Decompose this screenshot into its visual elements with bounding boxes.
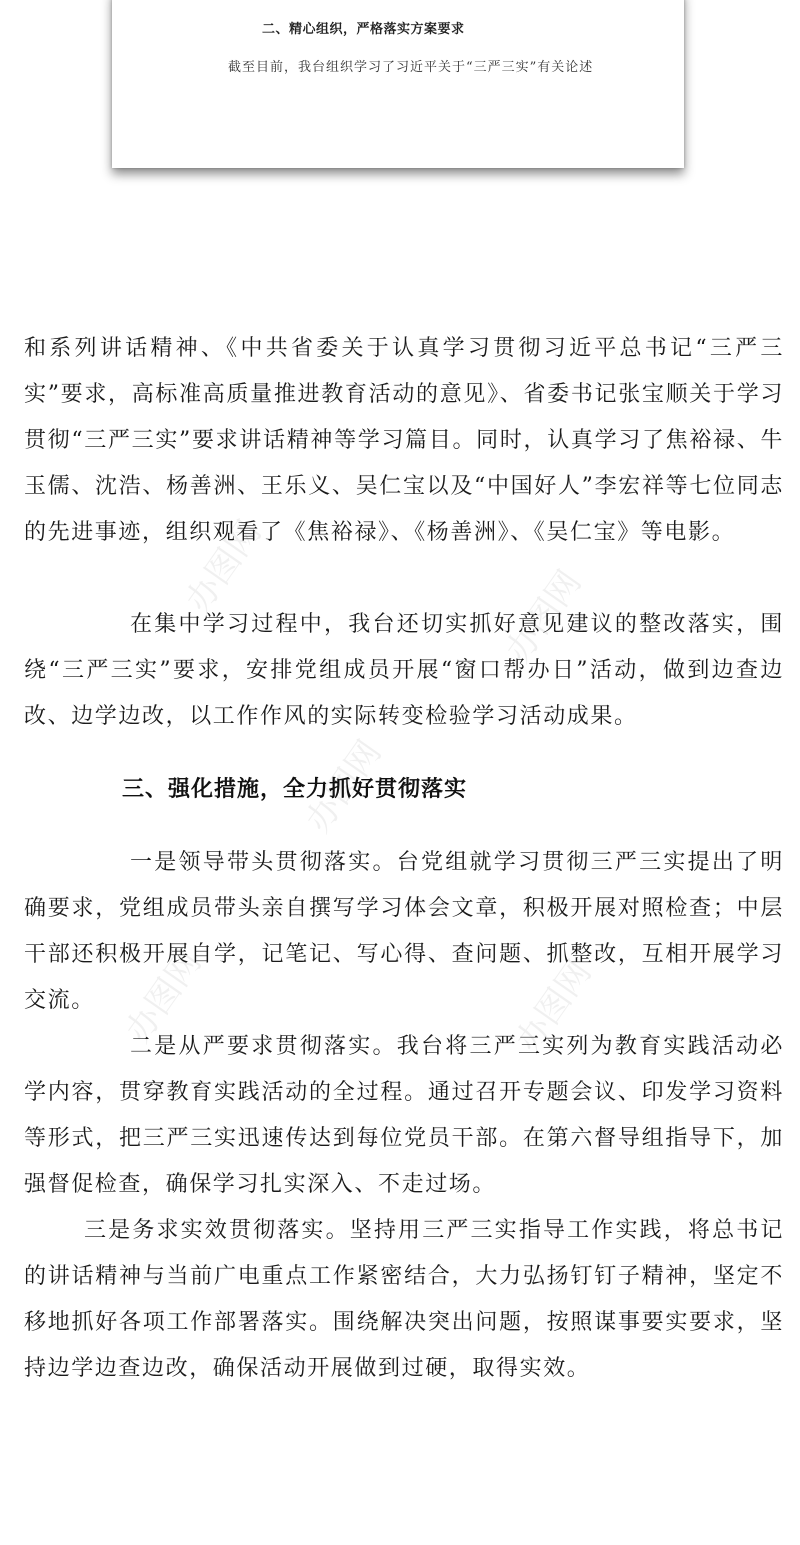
preview-paragraph: 截至目前，我台组织学习了习近平关于“三严三实”有关论述 (228, 60, 594, 75)
section-heading-measures: 三、强化措施，全力抓好贯彻落实 (122, 777, 468, 802)
watermark: 办图网 (178, 513, 270, 620)
preview-section-heading: 二、精心组织，严格落实方案要求 (262, 22, 465, 37)
watermark: 办图网 (118, 943, 210, 1050)
paragraph-leadership: 一是领导带头贯彻落实。台党组就学习贯彻三严三实提出了明确要求，党组成员带头亲自撰写学习体会文章，积极开展对照检查；中层干部还积极开展自学，记笔记、写心得、查问题、抓整改，互相开展学习交流。 (24, 850, 784, 1013)
paragraph-strict-requirements: 二是从严要求贯彻落实。我台将三严三实列为教育实践活动必学内容，贯穿教育实践活动的全过程。通过召开专题会议、印发学习资料等形式，把三严三实迅速传达到每位党员干部。在第六督导组指导下，加强督促检查，确保学习扎实深入、不走过场。 (24, 1034, 784, 1197)
watermark: 办图网 (298, 733, 390, 840)
document-preview-card (112, 0, 684, 168)
paragraph-rectification: 在集中学习过程中，我台还切实抓好意见建议的整改落实，围绕“三严三实”要求，安排党组成员开展“窗口帮办日”活动，做到边查边改、边学边改，以工作作风的实际转变检验学习活动成果。 (24, 612, 784, 729)
watermark: 办图网 (498, 563, 590, 670)
watermark: 办图网 (508, 953, 600, 1060)
paragraph-effectiveness: 三是务求实效贯彻落实。坚持用三严三实指导工作实践，将总书记的讲话精神与当前广电重点工作紧密结合，大力弘扬钉钉子精神，坚定不移地抓好各项工作部署落实。围绕解决突出问题，按照谋事要实要求，坚持边学边查边改，确保活动开展做到过硬，取得实效。 (24, 1218, 784, 1381)
paragraph-study-content: 和系列讲话精神、《中共省委关于认真学习贯彻习近平总书记“三严三实”要求，高标准高质量推进教育活动的意见》、省委书记张宝顺关于学习贯彻“三严三实”要求讲话精神等学习篇目。同时，认真学习了焦裕禄、牛玉儒、沈浩、杨善洲、王乐义、吴仁宝以及“中国好人”李宏祥等七位同志的先进事迹，组织观看了《焦裕禄》、《杨善洲》、《吴仁宝》等电影。 (24, 336, 784, 545)
